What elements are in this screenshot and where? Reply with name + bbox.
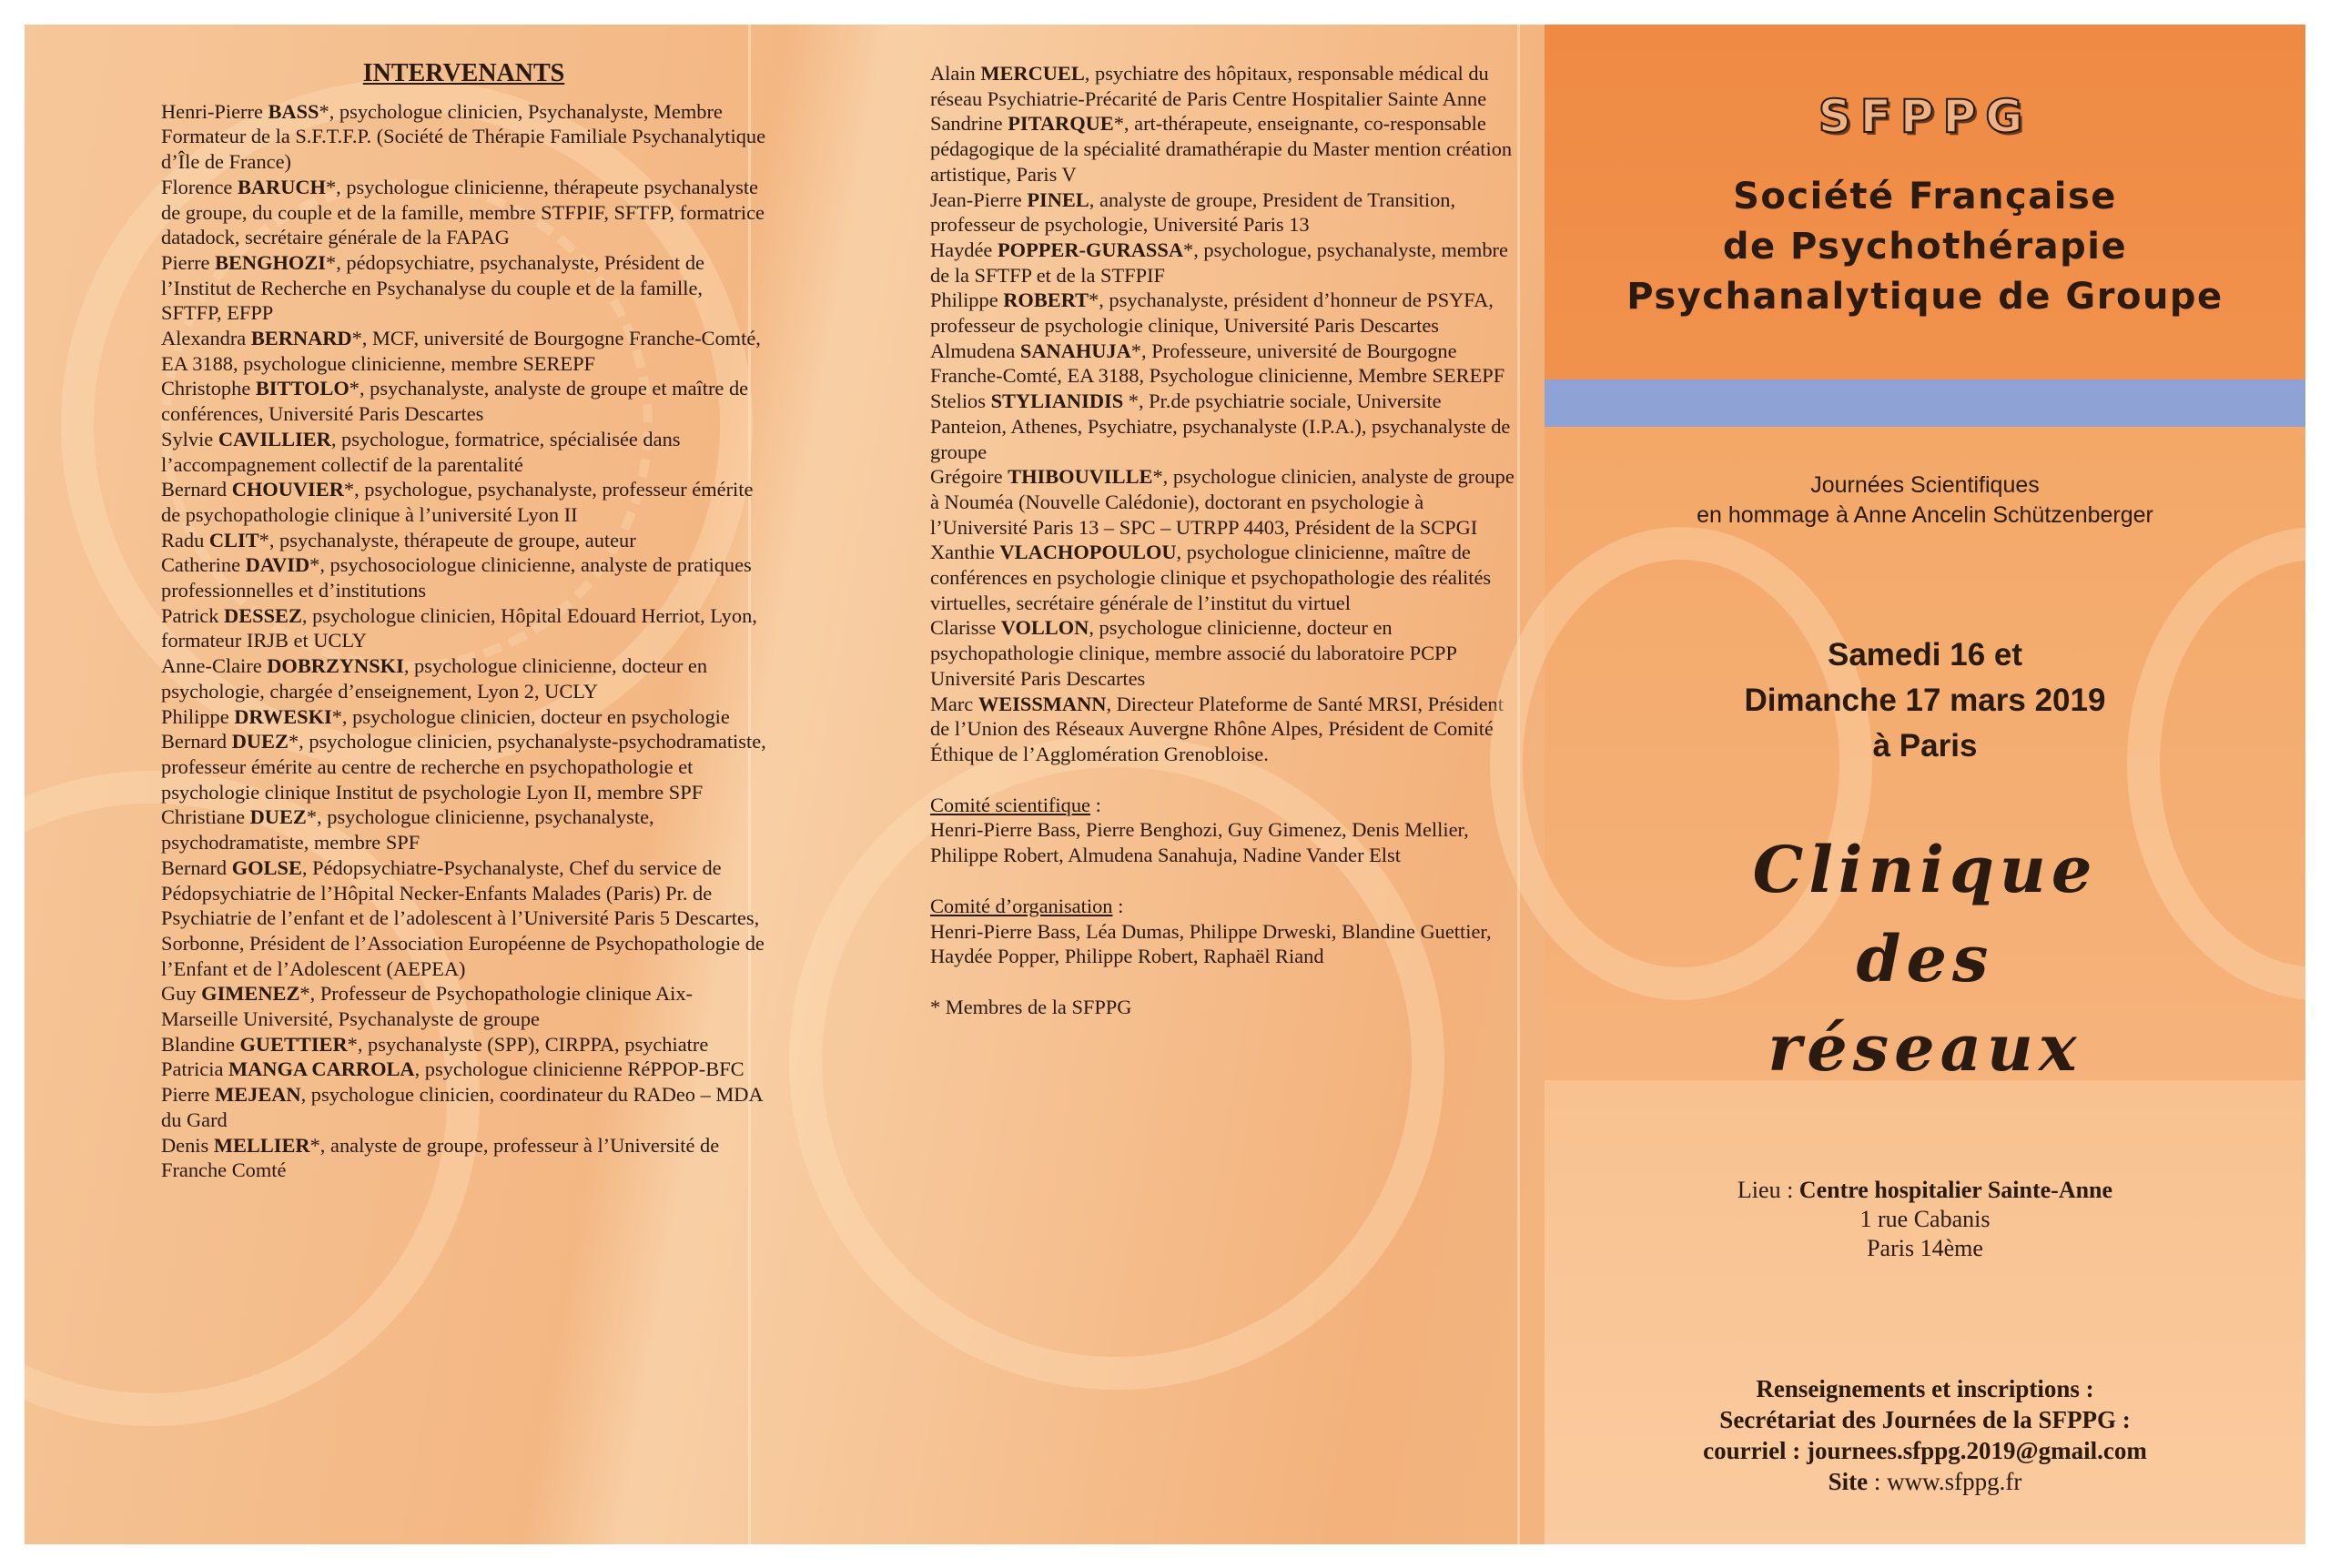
venue-address-line: Paris 14ème [1867,1235,1983,1261]
society-line: Société Française [1733,176,2117,217]
speaker-entry [161,704,766,730]
speaker-entry [930,692,1522,767]
contact-line: Renseignements et inscriptions : [1756,1375,2094,1402]
speaker-entry [930,615,1522,691]
speaker-description: *, psychologue clinicienne, psychanalyste, psychodramatiste, membre SPF [161,805,654,855]
speaker-firstname: Anne-Claire [161,654,268,678]
speaker-entry [161,804,766,855]
speaker-firstname: Clarisse [930,616,1001,640]
speaker-entry [161,1082,766,1132]
speaker-description: *, psychologue, psychanalyste, membre de la SFTFP et de la STFPIF [930,238,1508,287]
speaker-entry [161,376,766,426]
speaker-description: *, psychanalyste, analyste de groupe et maître de conférences, Université Paris Descartes [161,377,749,426]
speaker-firstname: Bernard [161,730,232,754]
speaker-description: *, psychosociologue clinicienne, analyste de pratiques professionnelles et d’institutions [161,553,752,602]
date-line: Samedi 16 et [1828,637,2022,673]
speaker-firstname: Philippe [930,288,1004,312]
speaker-entry [161,603,766,653]
speaker-entry [930,288,1522,338]
speaker-surname: MERCUEL [980,62,1085,85]
speaker-entry [930,339,1522,389]
event-dates [1545,632,2305,769]
speaker-description: *, art-thérapeute, enseignante, co-responsable pédagogique de la spécialité dramathérapie du Master mention création artistique, Paris V [930,112,1513,186]
footnote: * Membres de la SFPPG [930,995,1132,1018]
speaker-entry [930,464,1522,540]
society-line: de Psychothérapie [1722,226,2128,268]
speaker-surname: POPPER-GURASSA [997,238,1183,261]
speaker-firstname: Bernard [161,855,232,879]
speaker-description: *, psychanalyste, thérapeute de groupe, auteur [258,528,636,551]
speaker-firstname: Marc [930,692,978,715]
speaker-firstname: Grégoire [930,465,1008,489]
speaker-surname: GIMENEZ [201,982,300,1006]
speaker-description: *, pédopsychiatre, psychanalyste, Président de l’Institut de Recherche en Psychanalyse du couple et de la famille, SFTFP, EFPP [161,250,704,325]
comite-scientifique-colon: : [1089,793,1101,816]
speaker-surname: DRWESKI [234,704,332,728]
intervenants-column-middle [930,61,1522,1020]
speaker-surname: MEJEAN [215,1083,301,1107]
speaker-surname: DAVID [245,553,310,577]
speaker-entry [930,187,1522,238]
speaker-description: , Pédopsychiatre-Psychanalyste, Chef du service de Pédopsychiatrie de l’Hôpital Necker-Enfants Malades (Paris) Pr. de Psychiatrie de l’enfant et de l’adolescent à l’Université Paris 5 Descartes, Sorbonne, Président de l’Association Européenne de Psychopathologie de l’Enfant et de l’Adolescent (AEPEA) [161,855,765,980]
speaker-surname: CLIT [208,528,259,551]
speaker-description: *, psychanalyste (SPP), CIRPPA, psychiatre [347,1032,709,1056]
speaker-firstname: Patrick [161,603,225,627]
speaker-surname: MELLIER [213,1133,310,1157]
speaker-surname: STYLIANIDIS [990,389,1124,413]
speaker-firstname: Pierre [161,1083,216,1107]
speaker-firstname: Xanthie [930,541,1000,564]
speaker-entry [161,729,766,804]
speaker-description: *, psychologue clinicien, docteur en psychologie [331,704,730,728]
speaker-entry [161,477,766,527]
speaker-surname: DUEZ [231,730,289,754]
event-title [1545,825,2305,1093]
speaker-surname: BITTOLO [255,377,350,400]
speaker-entry [161,1032,766,1057]
speaker-firstname: Jean-Pierre [930,187,1028,211]
speaker-surname: GOLSE [231,855,302,879]
speaker-description: *, psychologue clinicien, psychanalyste-psychodramatiste, professeur émérite au centre de recherche en psychopathologie et psychologie clinique Institut de psychologie Lyon II, membre SPF [161,730,766,804]
speaker-surname: DUEZ [249,805,307,829]
speaker-surname: BASS [268,99,319,123]
speaker-firstname: Sandrine [930,112,1008,136]
intervenants-column-left [161,61,766,1183]
speaker-firstname: Henri-Pierre [161,99,268,123]
speaker-firstname: Haydée [930,238,998,261]
speaker-description: *, MCF, université de Bourgogne Franche-Comté, EA 3188, psychologue clinicienne, membre SEREPF [161,327,761,375]
date-line: à Paris [1872,728,1978,764]
comite-organisation-members: Henri-Pierre Bass, Léa Dumas, Philippe Drweski, Blandine Guettier, Haydée Popper, Philippe Robert, Raphaël Riand [930,919,1492,968]
speaker-entry [161,1133,766,1183]
journees-line: en hommage à Anne Ancelin Schützenberger [1697,502,2153,528]
brochure-sheet [25,25,2305,1544]
speaker-surname: VLACHOPOULOU [999,541,1177,564]
speaker-surname: SANAHUJA [1019,339,1131,362]
speaker-entry [161,981,766,1031]
speaker-surname: DOBRZYNSKI [267,654,404,678]
acronym-logo: SFPPG [1818,90,2032,143]
intervenants-list-middle [930,61,1522,767]
venue [1545,1176,2305,1263]
speaker-surname: CHOUVIER [231,478,344,501]
comite-scientifique-title: Comité scientifique [930,793,1090,816]
contact-line: Secrétariat des Journées de la SFPPG : [1719,1406,2131,1433]
speaker-description: *, psychologue clinicien, Psychanalyste, Membre Formateur de la S.F.T.F.P. (Société de Thérapie Familiale Psychanalytique d’Île de France) [161,99,766,174]
speaker-entry [161,552,766,602]
speaker-entry [161,528,766,553]
speaker-firstname: Philippe [161,704,235,728]
speaker-firstname: Catherine [161,553,246,577]
speaker-description: , psychologue clinicienne, docteur en psychopathologie clinique, membre associé du laboratoire PCPP Université Paris Descartes [930,616,1457,690]
site-label: Site [1828,1468,1869,1495]
speaker-firstname: Denis [161,1133,214,1157]
speaker-surname: VOLLON [1000,616,1089,640]
speaker-entry [930,540,1522,615]
comite-scientifique-members: Henri-Pierre Bass, Pierre Benghozi, Guy Gimenez, Denis Mellier, Philippe Robert, Almudena Sanahuja, Nadine Vander Elst [930,818,1469,867]
title-line: Clinique [1752,832,2098,907]
speaker-surname: WEISSMANN [978,692,1107,715]
speaker-description: , psychologue clinicien, coordinateur du RADeo – MDA du Gard [161,1083,763,1131]
speaker-description: *, Professeure, université de Bourgogne Franche-Comté, EA 3188, Psychologue clinicienne, Membre SEREPF [930,339,1505,388]
speaker-entry [161,653,766,703]
cover-panel [1545,25,2305,1544]
speaker-description: *, psychanalyste, président d’honneur de PSYFA, professeur de psychologie clinique, Université Paris Descartes [930,288,1494,338]
speaker-entry [161,427,766,477]
cover-blue-stripe [1545,379,2305,427]
speaker-description: *, analyste de groupe, professeur à l’Université de Franche Comté [161,1133,720,1182]
title-line: des [1856,921,1994,996]
speaker-description: , analyste de groupe, President de Transition, professeur de psychologie, Université Paris 13 [930,187,1456,237]
contact-email[interactable]: courriel : journees.sfppg.2019@gmail.com [1703,1437,2147,1464]
speaker-entry [161,1057,766,1082]
society-name [1545,172,2305,322]
speaker-entry [161,326,766,376]
journees-line: Journées Scientifiques [1810,472,2040,498]
speaker-surname: BERNARD [250,327,352,350]
speaker-description: , psychologue clinicienne, maître de conférences en psychologie clinique et psychopathologie des réalités virtuelles, secrétaire générale de l’institut du virtuel [930,541,1492,614]
title-line: réseaux [1768,1010,2082,1086]
intervenants-list-left [161,99,766,1183]
venue-label: Lieu : [1737,1177,1799,1203]
speaker-entry [930,238,1522,288]
site-link[interactable]: : www.sfppg.fr [1868,1468,2022,1495]
speaker-firstname: Radu [161,528,209,551]
speaker-entry [161,99,766,175]
intervenants-heading: INTERVENANTS [362,59,565,87]
speaker-firstname: Bernard [161,478,232,501]
speaker-firstname: Guy [161,982,202,1006]
speaker-firstname: Alain [930,62,981,85]
speaker-description: *, psychologue clinicien, analyste de groupe à Nouméa (Nouvelle Calédonie), doctorant en psychologie à l’Université Paris 13 – SPC – UTRPP 4403, Président de la SCPGI [930,465,1514,539]
speaker-entry [161,855,766,982]
speaker-surname: THIBOUVILLE [1008,465,1153,489]
venue-name: Centre hospitalier Sainte-Anne [1798,1177,2113,1203]
speaker-firstname: Christophe [161,377,256,400]
speaker-firstname: Blandine [161,1032,240,1056]
speaker-description: *, psychologue clinicienne, thérapeute psychanalyste de groupe, du couple et de la famille, membre STFPIF, SFTFP, formatrice datadock, secrétaire générale de la FAPAG [161,175,765,249]
speaker-firstname: Almudena [930,339,1020,362]
speaker-description: , Directeur Plateforme de Santé MRSI, Président de l’Union des Réseaux Auvergne Rhône Alpes, Président de Comité Éthique de l’Agglomération Grenobloise. [930,692,1504,765]
speaker-entry [930,389,1522,464]
speaker-firstname: Alexandra [161,327,251,350]
speaker-surname: MANGA CARROLA [228,1057,415,1081]
comite-organisation-colon: : [1112,894,1124,917]
speaker-surname: CAVILLIER [218,427,331,450]
speaker-entry [930,61,1522,111]
speaker-surname: GUETTIER [239,1032,348,1056]
date-line: Dimanche 17 mars 2019 [1744,683,2106,718]
speaker-surname: BENGHOZI [215,250,326,274]
speaker-surname: DESSEZ [224,603,302,627]
speaker-entry [161,250,766,326]
contact-info [1545,1373,2305,1497]
speaker-surname: ROBERT [1003,288,1089,312]
society-line: Psychanalytique de Groupe [1626,276,2224,318]
speaker-firstname: Stelios [930,389,991,413]
speaker-firstname: Christiane [161,805,250,829]
speaker-surname: BARUCH [237,175,326,198]
speaker-description: , psychologue clinicien, Hôpital Edouard Herriot, Lyon, formateur IRJB et UCLY [161,603,757,652]
footnote-block [930,995,1522,1020]
speaker-description: *, Professeur de Psychopathologie clinique Aix-Marseille Université, Psychanalyste de groupe [161,982,693,1031]
comite-organisation-title: Comité d’organisation [930,894,1113,917]
speaker-firstname: Pierre [161,250,216,274]
comite-scientifique [930,793,1522,868]
speaker-entry [161,175,766,250]
speaker-description: , psychologue clinicienne RéPPOP-BFC [414,1057,745,1081]
speaker-description: , psychologue, formatrice, spécialisée dans l’accompagnement collectif de la parentalité [161,427,681,476]
speaker-firstname: Patricia [161,1057,228,1081]
speaker-entry [930,111,1522,187]
venue-address-line: 1 rue Cabanis [1859,1206,1991,1232]
speaker-description: *, Pr.de psychiatrie sociale, Universite Panteion, Athenes, Psychiatre, psychanalyste (I.P.A.), psychanalyste de groupe [930,389,1511,463]
speaker-surname: PINEL [1027,187,1089,211]
speaker-firstname: Sylvie [161,427,218,450]
speaker-description: , psychologue clinicienne, docteur en psychologie, chargée d’enseignement, Lyon 2, UCLY [161,654,708,703]
journees-subtitle [1545,470,2305,531]
speaker-firstname: Florence [161,175,238,198]
speaker-description: *, psychologue, psychanalyste, professeur émérite de psychopathologie clinique à l’université Lyon II [161,478,754,526]
speaker-description: , psychiatre des hôpitaux, responsable médical du réseau Psychiatrie-Précarité de Paris Centre Hospitalier Sainte Anne [930,62,1489,110]
comite-organisation [930,894,1522,969]
speaker-surname: PITARQUE [1008,112,1114,136]
